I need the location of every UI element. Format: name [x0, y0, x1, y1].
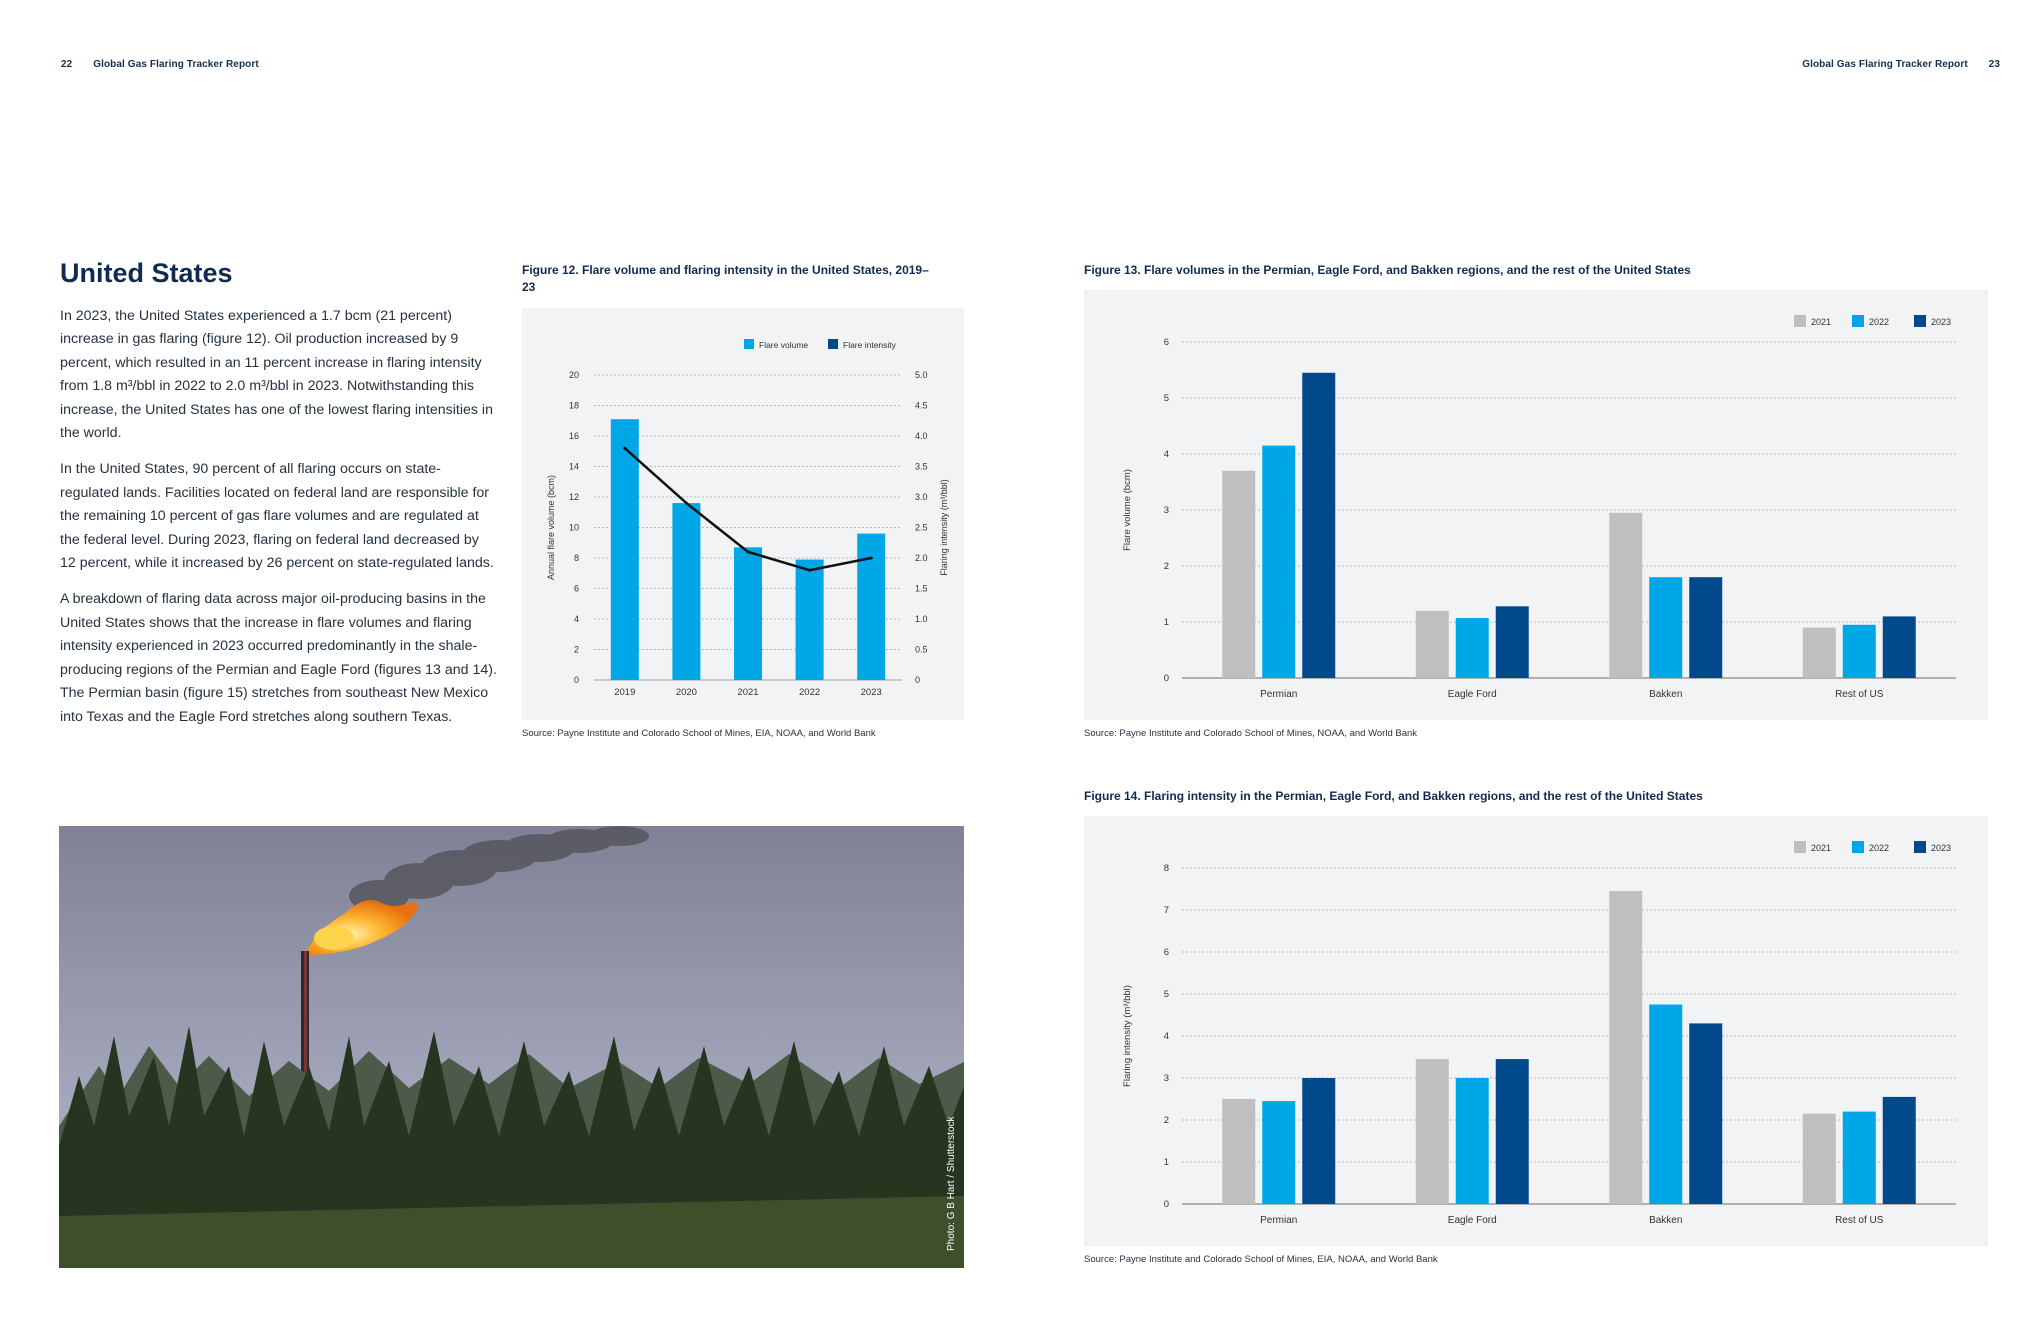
x-tick-label: Bakken [1649, 1215, 1683, 1226]
y-tick-label: 4 [1163, 449, 1169, 460]
y-tick-label: 7 [1163, 905, 1169, 916]
figure-13-source: Source: Payne Institute and Colorado School of Mines, NOAA, and World Bank [1084, 728, 1418, 739]
y-tick-label: 0 [1163, 673, 1169, 684]
bar-eagle-ford-2022 [1456, 1078, 1489, 1204]
y-tick-label: 18 [568, 400, 579, 411]
bar-rest-of-us-2021 [1803, 628, 1836, 678]
x-tick-label: 2021 [737, 687, 759, 698]
legend-label-2023: 2023 [1931, 843, 1952, 853]
legend-swatch-2023 [1914, 841, 1926, 853]
page-number-left: 22 [61, 59, 73, 70]
bar-rest-of-us-2022 [1843, 625, 1876, 678]
figure-14-chart [1084, 816, 1988, 1246]
x-tick-label: Eagle Ford [1447, 1215, 1497, 1226]
x-tick-label: 2020 [675, 687, 697, 698]
legend-swatch-2023 [1914, 315, 1926, 327]
x-tick-label: 2019 [614, 687, 636, 698]
y2-tick-label: 4.0 [915, 431, 928, 441]
bar-bakken-2023 [1689, 1023, 1722, 1204]
y-tick-label: 1 [1163, 617, 1169, 628]
legend-swatch-flare-intensity [828, 339, 838, 349]
y2-axis-label: Flaring intensity (m³/bbl) [939, 479, 949, 576]
point-flare-intensity-2022 [808, 569, 811, 572]
y-axis-label: Flare volume (bcm) [1122, 469, 1133, 551]
y-tick-label: 16 [568, 431, 579, 441]
legend-swatch-2021 [1794, 841, 1806, 853]
y-tick-label: 8 [573, 553, 579, 563]
bar-bakken-2021 [1609, 891, 1642, 1204]
x-tick-label: 2022 [799, 687, 821, 698]
figure-14-panel [1084, 816, 1988, 1246]
y-tick-label: 5 [1163, 393, 1169, 404]
legend-label-2021: 2021 [1811, 843, 1832, 853]
running-head-right [1802, 59, 2000, 70]
y2-tick-label: 2.5 [915, 522, 928, 533]
gas-flare-photo [59, 826, 964, 1268]
bar-permian-2022 [1262, 446, 1295, 678]
point-flare-intensity-2020 [685, 502, 688, 505]
legend-label-flare-volume: Flare volume [759, 340, 809, 350]
y-tick-label: 0 [573, 675, 579, 685]
y2-tick-label: 4.5 [915, 400, 928, 411]
figure-13-panel [1084, 290, 1988, 720]
y-tick-label: 3 [1163, 505, 1169, 516]
y-tick-label: 4 [1163, 1031, 1169, 1042]
bar-eagle-ford-2021 [1416, 1059, 1449, 1204]
y-tick-label: 20 [568, 370, 579, 380]
bar-rest-of-us-2022 [1843, 1112, 1876, 1204]
figure-14-source: Source: Payne Institute and Colorado School of Mines, EIA, NOAA, and World Bank [1084, 1254, 1438, 1265]
legend-label-flare-intensity: Flare intensity [843, 340, 896, 350]
running-head-left [61, 59, 259, 70]
bar-permian-2023 [1302, 1078, 1335, 1204]
bar-eagle-ford-2023 [1496, 1059, 1529, 1204]
paragraph-1: In 2023, the United States experienced a 1.7 bcm (21 percent) increase in gas flaring (figure 12). Oil production increased by 9 percent, which resulted in an 11 percent increase in flaring intensity from 1.8 m³/bbl in 2022 to 2.0 m³/bbl in 2023. Notwithstanding this increase, the United States has one of the lowest flaring intensities in the world. [60, 308, 493, 442]
figure-12-source: Source: Payne Institute and Colorado School of Mines, EIA, NOAA, and World Bank [522, 728, 876, 739]
legend-label-2022: 2022 [1869, 317, 1890, 327]
legend-swatch-2022 [1852, 841, 1864, 853]
x-tick-label: Bakken [1649, 689, 1683, 700]
y2-tick-label: 3.0 [915, 492, 928, 502]
bar-permian-2021 [1222, 1099, 1255, 1204]
bar-flare-volume-2020 [672, 503, 700, 680]
y-tick-label: 2 [1163, 1115, 1169, 1126]
bar-flare-volume-2021 [734, 547, 762, 680]
y2-tick-label: 2.0 [915, 553, 928, 563]
y-tick-label: 2 [573, 644, 579, 655]
figure-13-title: Figure 13. Flare volumes in the Permian, Eagle Ford, and Bakken regions, and the rest of the United States [1084, 263, 1691, 277]
bar-rest-of-us-2023 [1883, 1097, 1916, 1204]
bar-bakken-2021 [1609, 513, 1642, 678]
bar-permian-2023 [1302, 373, 1335, 678]
legend-label-2022: 2022 [1869, 843, 1890, 853]
paragraph-3: A breakdown of flaring data across major oil-producing basins in the United States shows that the increase in flare volumes and flaring intensity experienced in 2023 occurred predominantly in the shale-producing regions of the Permian and Eagle Ford (figures 13 and 14). The Permian basin (figure 15) stretches from southeast New Mexico into Texas and the Eagle Ford stretches along southern Texas. [60, 591, 497, 725]
y-tick-label: 3 [1163, 1073, 1169, 1084]
bar-bakken-2022 [1649, 1005, 1682, 1205]
y-tick-label: 10 [568, 522, 579, 533]
point-flare-intensity-2021 [747, 550, 750, 553]
x-tick-label: Eagle Ford [1447, 689, 1497, 700]
legend-label-2023: 2023 [1931, 317, 1952, 327]
y-tick-label: 0 [1163, 1199, 1169, 1210]
photo-credit: Photo: G B Hart / Shutterstock [946, 1116, 957, 1251]
bar-eagle-ford-2023 [1496, 606, 1529, 678]
bar-eagle-ford-2021 [1416, 611, 1449, 678]
y2-tick-label: 3.5 [915, 461, 928, 472]
point-flare-intensity-2023 [870, 557, 873, 560]
bar-permian-2021 [1222, 471, 1255, 678]
bar-flare-volume-2022 [796, 560, 824, 680]
y-tick-label: 5 [1163, 989, 1169, 1000]
figure-13-chart [1084, 290, 1988, 720]
y-tick-label: 1 [1163, 1157, 1169, 1168]
legend-label-2021: 2021 [1811, 317, 1832, 327]
x-tick-label: Permian [1260, 689, 1298, 700]
y-tick-label: 6 [573, 583, 579, 594]
bar-flare-volume-2023 [857, 534, 885, 680]
report-title-left: Global Gas Flaring Tracker Report [93, 59, 259, 70]
body-text [60, 305, 497, 742]
legend-swatch-2021 [1794, 315, 1806, 327]
y-axis-label: Annual flare volume (bcm) [546, 474, 556, 581]
page-number-right: 23 [1988, 59, 2000, 70]
y-tick-label: 8 [1163, 863, 1169, 874]
x-tick-label: Rest of US [1835, 1215, 1884, 1226]
x-tick-label: Rest of US [1835, 689, 1884, 700]
legend-swatch-flare-volume [744, 339, 754, 349]
y-axis-label: Flaring intensity (m³/bbl) [1122, 985, 1133, 1087]
section-title: United States [60, 258, 233, 288]
y-tick-label: 6 [1163, 337, 1169, 348]
figure-14-title: Figure 14. Flaring intensity in the Permian, Eagle Ford, and Bakken regions, and the rest of the United States [1084, 789, 1703, 803]
figure-12-chart [522, 308, 964, 720]
bar-bakken-2023 [1689, 577, 1722, 678]
bar-permian-2022 [1262, 1101, 1295, 1204]
y-tick-label: 6 [1163, 947, 1169, 958]
x-tick-label: 2023 [860, 687, 882, 698]
bar-bakken-2022 [1649, 577, 1682, 678]
bar-rest-of-us-2023 [1883, 616, 1916, 678]
y2-tick-label: 5.0 [915, 370, 928, 380]
point-flare-intensity-2019 [623, 447, 626, 450]
bar-rest-of-us-2021 [1803, 1114, 1836, 1204]
figure-12-panel [522, 308, 964, 720]
y2-tick-label: 0 [915, 675, 921, 685]
y-tick-label: 12 [568, 492, 579, 502]
report-title-right: Global Gas Flaring Tracker Report [1802, 59, 1968, 70]
y-tick-label: 2 [1163, 561, 1169, 572]
y2-tick-label: 1.5 [915, 583, 928, 594]
x-tick-label: Permian [1260, 1215, 1298, 1226]
paragraph-2: In the United States, 90 percent of all flaring occurs on state-regulated lands. Facilities located on federal land are responsible for the remaining 10 percent of gas flare volumes and are regulated at the federal level. During 2023, flaring on federal land decreased by 12 percent, while it increased by 26 percent on state-regulated lands. [60, 461, 494, 572]
bar-eagle-ford-2022 [1456, 618, 1489, 678]
y-tick-label: 4 [573, 614, 579, 624]
y2-tick-label: 1.0 [915, 614, 928, 624]
y-tick-label: 14 [568, 461, 579, 472]
legend-swatch-2022 [1852, 315, 1864, 327]
y2-tick-label: 0.5 [915, 644, 928, 655]
figure-12-title: Figure 12. Flare volume and flaring intensity in the United States, 2019–23 [522, 263, 929, 294]
